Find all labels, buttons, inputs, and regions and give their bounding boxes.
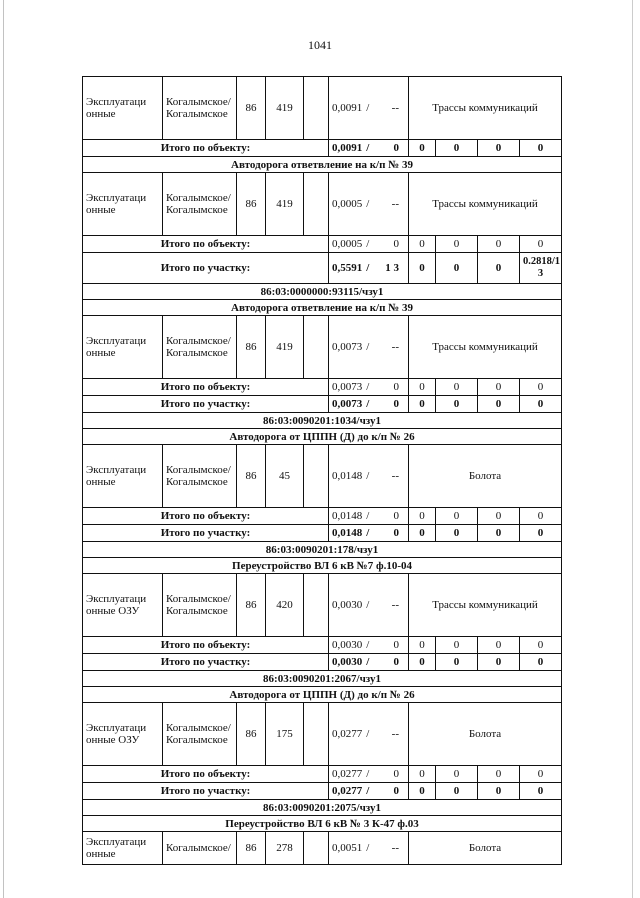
region-code-cell: 86 — [237, 832, 266, 865]
blank-cell — [304, 445, 329, 508]
area-separator: / — [366, 639, 370, 651]
section-header: 86:03:0090201:2067/чзу1 — [83, 671, 562, 687]
total-area-cell — [329, 236, 409, 253]
section-header: 86:03:0090201:178/чзу1 — [83, 542, 562, 558]
area-value: 0,0277 — [332, 728, 363, 740]
total-label: Итого по объекту: — [83, 236, 329, 253]
blank-cell — [304, 316, 329, 379]
area-secondary: 0 — [393, 785, 399, 797]
total-value-cell: 0 — [520, 525, 562, 542]
land-type-cell: Болота — [409, 832, 562, 865]
area-separator: / — [366, 341, 370, 353]
quarter-cell: 419 — [266, 173, 304, 236]
total-row — [83, 525, 562, 542]
section-header: Автодорога ответвление на к/п № 39 — [83, 157, 562, 173]
table-row — [83, 703, 562, 766]
total-value-cell: 0 — [436, 783, 478, 800]
region-code-cell: 86 — [237, 445, 266, 508]
total-value-cell: 0 — [478, 379, 520, 396]
total-value-cell: 0 — [520, 508, 562, 525]
land-type-cell: Трассы коммуникаций — [409, 316, 562, 379]
total-area-cell — [329, 654, 409, 671]
municipality-cell: Когалымское/ Когалымское — [163, 445, 237, 508]
total-value-cell: 0 — [436, 637, 478, 654]
region-code-cell: 86 — [237, 316, 266, 379]
area-value: 0,0091 — [332, 142, 363, 154]
blank-cell — [304, 832, 329, 865]
total-label: Итого по участку: — [83, 654, 329, 671]
area-separator: / — [366, 510, 370, 522]
area-value: 0,0277 — [332, 768, 363, 780]
total-area-cell — [329, 379, 409, 396]
region-code-cell: 86 — [237, 77, 266, 140]
area-value: 0,0073 — [332, 398, 363, 410]
section-header-row — [83, 558, 562, 574]
total-value-cell: 0 — [520, 379, 562, 396]
area-cell — [329, 703, 409, 766]
total-row — [83, 253, 562, 284]
municipality-cell: Когалымское/ — [163, 832, 237, 865]
total-value-cell: 0 — [478, 140, 520, 157]
blank-cell — [304, 77, 329, 140]
section-header: 86:03:0090201:2075/чзу1 — [83, 800, 562, 816]
area-separator: / — [366, 842, 370, 854]
area-value: 0,0277 — [332, 785, 363, 797]
total-value-cell: 0 — [520, 783, 562, 800]
total-area-cell — [329, 766, 409, 783]
section-header: Переустройство ВЛ 6 кВ № 3 К-47 ф.03 — [83, 816, 562, 832]
section-header: 86:03:0090201:1034/чзу1 — [83, 413, 562, 429]
table-row — [83, 574, 562, 637]
total-row — [83, 766, 562, 783]
area-value: 0,0030 — [332, 656, 363, 668]
scan-edge-right — [632, 0, 633, 898]
total-area-cell — [329, 525, 409, 542]
area-secondary: 0 — [393, 381, 399, 393]
area-secondary: 1 3 — [385, 262, 399, 274]
section-header-row — [83, 429, 562, 445]
section-header-row — [83, 157, 562, 173]
area-value: 0,0148 — [332, 510, 363, 522]
total-label: Итого по объекту: — [83, 140, 329, 157]
area-separator: / — [366, 381, 370, 393]
area-value: 0,0030 — [332, 599, 363, 611]
land-type-cell: Болота — [409, 445, 562, 508]
area-cell — [329, 445, 409, 508]
section-header: Автодорога от ЦППН (Д) до к/п № 26 — [83, 687, 562, 703]
municipality-cell: Когалымское/ Когалымское — [163, 703, 237, 766]
total-value-cell: 0 — [436, 379, 478, 396]
total-row — [83, 236, 562, 253]
blank-cell — [304, 574, 329, 637]
area-value: 0,5591 — [332, 262, 363, 274]
table-row — [83, 445, 562, 508]
blank-cell — [304, 703, 329, 766]
total-value-cell: 0 — [520, 766, 562, 783]
total-value-cell: 0 — [436, 140, 478, 157]
total-value-cell: 0 — [436, 396, 478, 413]
total-value-cell: 0 — [409, 783, 436, 800]
quarter-cell: 419 — [266, 77, 304, 140]
land-type-cell: Трассы коммуникаций — [409, 574, 562, 637]
section-header-row — [83, 687, 562, 703]
section-header: Автодорога ответвление на к/п № 39 — [83, 300, 562, 316]
area-separator: / — [366, 102, 370, 114]
area-separator: / — [366, 238, 370, 250]
total-value-cell: 0 — [409, 508, 436, 525]
section-header-row — [83, 413, 562, 429]
total-value-cell: 0 — [409, 379, 436, 396]
scan-edge-left — [3, 0, 4, 898]
total-value-cell: 0 — [436, 508, 478, 525]
area-separator: / — [366, 656, 370, 668]
total-value-cell: 0 — [436, 253, 478, 284]
quarter-cell: 420 — [266, 574, 304, 637]
category-cell: Эксплуатаци онные — [83, 316, 163, 379]
category-cell: Эксплуатаци онные ОЗУ — [83, 703, 163, 766]
quarter-cell: 45 — [266, 445, 304, 508]
total-value-cell: 0 — [520, 637, 562, 654]
section-header: 86:03:0000000:93115/чзу1 — [83, 284, 562, 300]
total-label: Итого по объекту: — [83, 766, 329, 783]
municipality-cell: Когалымское/ Когалымское — [163, 77, 237, 140]
total-value-cell: 0 — [478, 525, 520, 542]
total-row — [83, 783, 562, 800]
total-value-cell: 0 — [520, 236, 562, 253]
section-header-row — [83, 800, 562, 816]
total-value-cell: 0.2818/1 3 — [520, 253, 562, 284]
total-area-cell — [329, 396, 409, 413]
area-secondary: 0 — [393, 656, 399, 668]
area-secondary: 0 — [393, 510, 399, 522]
total-area-cell — [329, 637, 409, 654]
area-value: 0,0148 — [332, 527, 363, 539]
total-value-cell: 0 — [409, 236, 436, 253]
area-secondary: 0 — [393, 768, 399, 780]
area-secondary: 0 — [393, 142, 399, 154]
area-separator: / — [366, 142, 370, 154]
total-value-cell: 0 — [409, 396, 436, 413]
total-value-cell: 0 — [409, 654, 436, 671]
area-cell — [329, 316, 409, 379]
total-value-cell: 0 — [436, 525, 478, 542]
area-value: 0,0005 — [332, 198, 363, 210]
category-cell: Эксплуатаци онные — [83, 445, 163, 508]
category-cell: Эксплуатаци онные — [83, 832, 163, 865]
total-value-cell: 0 — [409, 253, 436, 284]
area-separator: / — [366, 198, 370, 210]
area-value: 0,0005 — [332, 238, 363, 250]
area-secondary: -- — [391, 470, 399, 482]
total-value-cell: 0 — [478, 654, 520, 671]
area-value: 0,0073 — [332, 381, 363, 393]
category-cell: Эксплуатаци онные — [83, 77, 163, 140]
total-value-cell: 0 — [478, 508, 520, 525]
section-header-row — [83, 671, 562, 687]
section-header-row — [83, 816, 562, 832]
total-value-cell: 0 — [478, 766, 520, 783]
area-secondary: -- — [391, 102, 399, 114]
total-area-cell — [329, 783, 409, 800]
area-separator: / — [366, 785, 370, 797]
total-label: Итого по участку: — [83, 253, 329, 284]
section-header-row — [83, 542, 562, 558]
section-header-row — [83, 284, 562, 300]
total-value-cell: 0 — [478, 783, 520, 800]
land-plots-table — [82, 76, 562, 865]
total-label: Итого по объекту: — [83, 508, 329, 525]
table-row — [83, 832, 562, 865]
total-value-cell: 0 — [520, 396, 562, 413]
land-type-cell: Трассы коммуникаций — [409, 173, 562, 236]
total-row — [83, 379, 562, 396]
area-separator: / — [366, 728, 370, 740]
area-separator: / — [366, 768, 370, 780]
total-area-cell — [329, 253, 409, 284]
total-label: Итого по участку: — [83, 396, 329, 413]
area-cell — [329, 574, 409, 637]
area-value: 0,0051 — [332, 842, 363, 854]
category-cell: Эксплуатаци онные ОЗУ — [83, 574, 163, 637]
total-row — [83, 140, 562, 157]
total-row — [83, 637, 562, 654]
total-value-cell: 0 — [409, 525, 436, 542]
region-code-cell: 86 — [237, 173, 266, 236]
section-header: Автодорога от ЦППН (Д) до к/п № 26 — [83, 429, 562, 445]
municipality-cell: Когалымское/ Когалымское — [163, 173, 237, 236]
area-separator: / — [366, 527, 370, 539]
total-label: Итого по объекту: — [83, 379, 329, 396]
total-value-cell: 0 — [409, 637, 436, 654]
total-value-cell: 0 — [478, 236, 520, 253]
area-value: 0,0030 — [332, 639, 363, 651]
area-secondary: -- — [391, 842, 399, 854]
area-secondary: -- — [391, 198, 399, 210]
area-secondary: 0 — [393, 527, 399, 539]
region-code-cell: 86 — [237, 574, 266, 637]
land-type-cell: Трассы коммуникаций — [409, 77, 562, 140]
total-row — [83, 396, 562, 413]
section-header-row — [83, 300, 562, 316]
category-cell: Эксплуатаци онные — [83, 173, 163, 236]
area-secondary: 0 — [393, 639, 399, 651]
section-header: Переустройство ВЛ 6 кВ №7 ф.10-04 — [83, 558, 562, 574]
area-secondary: -- — [391, 341, 399, 353]
area-value: 0,0091 — [332, 102, 363, 114]
total-value-cell: 0 — [478, 637, 520, 654]
total-value-cell: 0 — [436, 236, 478, 253]
table-row — [83, 316, 562, 379]
total-value-cell: 0 — [520, 140, 562, 157]
area-value: 0,0148 — [332, 470, 363, 482]
area-separator: / — [366, 599, 370, 611]
municipality-cell: Когалымское/ Когалымское — [163, 574, 237, 637]
municipality-cell: Когалымское/ Когалымское — [163, 316, 237, 379]
total-value-cell: 0 — [520, 654, 562, 671]
total-label: Итого по участку: — [83, 783, 329, 800]
area-separator: / — [366, 398, 370, 410]
total-row — [83, 508, 562, 525]
area-cell — [329, 173, 409, 236]
total-row — [83, 654, 562, 671]
land-type-cell: Болота — [409, 703, 562, 766]
total-label: Итого по объекту: — [83, 637, 329, 654]
area-secondary: 0 — [393, 238, 399, 250]
area-separator: / — [366, 262, 370, 274]
area-secondary: -- — [391, 728, 399, 740]
total-value-cell: 0 — [436, 766, 478, 783]
total-value-cell: 0 — [478, 396, 520, 413]
table-row — [83, 173, 562, 236]
quarter-cell: 419 — [266, 316, 304, 379]
total-value-cell: 0 — [478, 253, 520, 284]
area-secondary: 0 — [393, 398, 399, 410]
area-value: 0,0073 — [332, 341, 363, 353]
total-value-cell: 0 — [436, 654, 478, 671]
table-row — [83, 77, 562, 140]
quarter-cell: 278 — [266, 832, 304, 865]
quarter-cell: 175 — [266, 703, 304, 766]
total-area-cell — [329, 508, 409, 525]
blank-cell — [304, 173, 329, 236]
total-area-cell — [329, 140, 409, 157]
total-value-cell: 0 — [409, 140, 436, 157]
page-number: 1041 — [308, 38, 332, 52]
total-value-cell: 0 — [409, 766, 436, 783]
area-cell — [329, 832, 409, 865]
area-cell — [329, 77, 409, 140]
area-secondary: -- — [391, 599, 399, 611]
area-separator: / — [366, 470, 370, 482]
total-label: Итого по участку: — [83, 525, 329, 542]
region-code-cell: 86 — [237, 703, 266, 766]
